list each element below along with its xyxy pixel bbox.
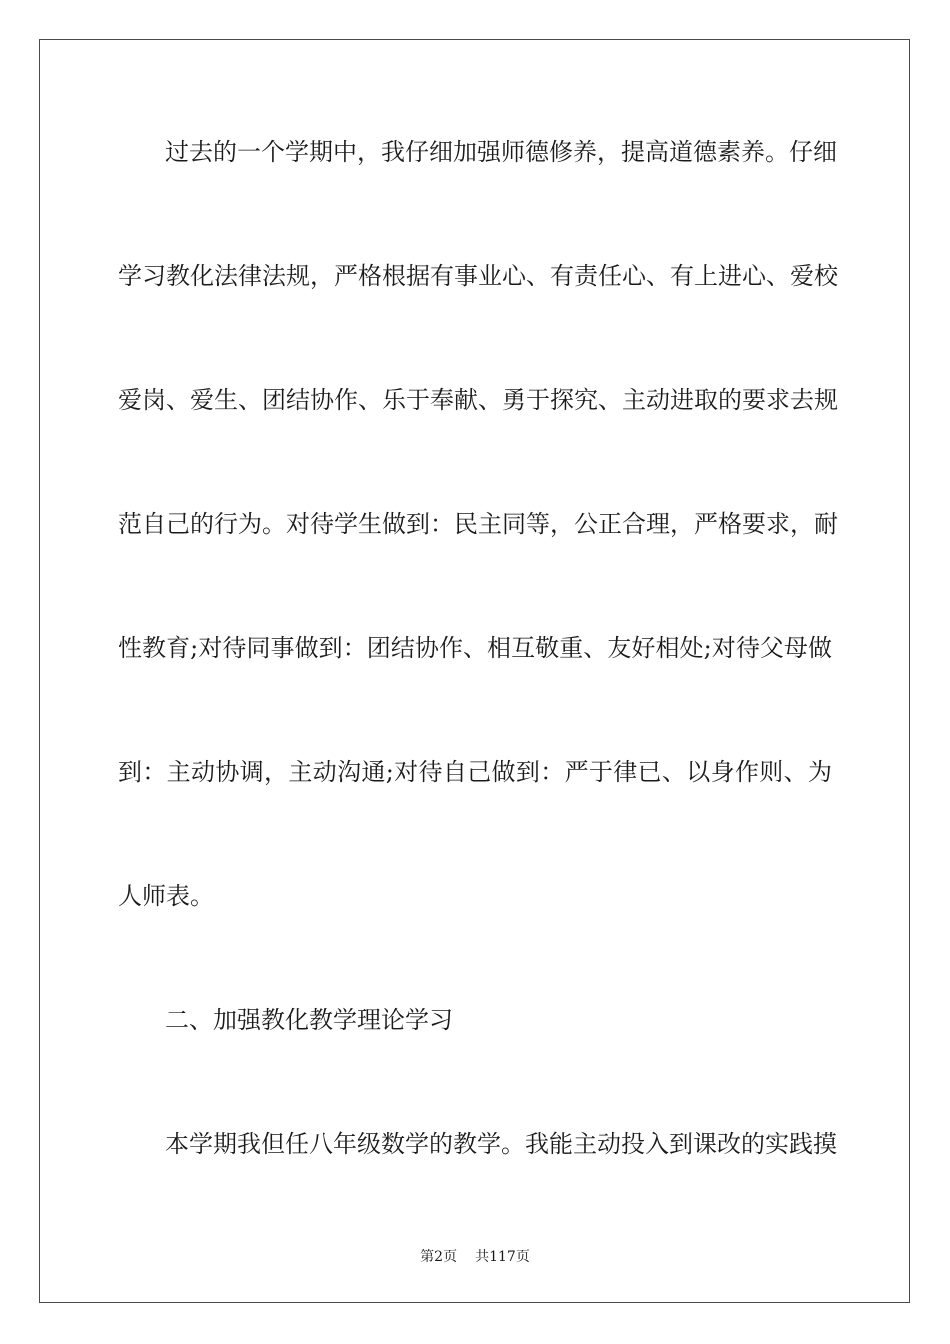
paragraph-line-4: 范自己的行为。对待学生做到：民主同等，公正合理，严格要求，耐 — [118, 510, 838, 538]
paragraph-line-2: 学习教化法律法规，严格根据有事业心、有责任心、有上进心、爱校 — [118, 262, 838, 290]
paragraph-line-8: 本学期我但任八年级数学的教学。我能主动投入到课改的实践摸 — [165, 1130, 837, 1158]
paragraph-line-5: 性教育;对待同事做到：团结协作、相互敬重、友好相处;对待父母做 — [118, 634, 832, 662]
page-border — [39, 39, 910, 1303]
section-heading: 二、加强教化教学理论学习 — [165, 1006, 453, 1034]
page-total: 共117页 — [475, 1249, 530, 1265]
paragraph-line-1: 过去的一个学期中，我仔细加强师德修养，提高道德素养。仔细 — [165, 138, 837, 166]
paragraph-line-7: 人师表。 — [118, 882, 214, 910]
paragraph-line-3: 爱岗、爱生、团结协作、乐于奉献、勇于探究、主动进取的要求去规 — [118, 386, 838, 414]
page-number: 第2页 — [420, 1249, 458, 1265]
paragraph-line-6: 到：主动协调，主动沟通;对待自己做到：严于律已、以身作则、为 — [118, 758, 832, 786]
page-footer — [0, 1248, 950, 1266]
